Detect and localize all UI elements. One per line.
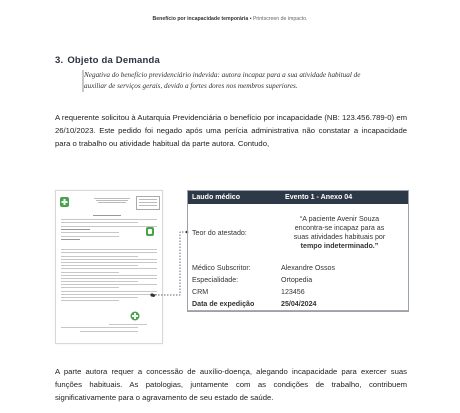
laudo-row-teor <box>188 204 408 262</box>
teor-quote-line-1: “A paciente Avenir Souza <box>299 215 380 223</box>
clinic-logo-icon <box>60 196 84 208</box>
medico-label: Médico Subscritor: <box>192 264 251 272</box>
laudo-header-right: Evento 1 - Anexo 04 <box>285 193 353 201</box>
quote-line-1: Negativa do benefício previdenciário indevida: autora incapaz para a sua atividade habitual de <box>84 71 361 79</box>
page-header <box>0 16 460 22</box>
teor-label: Teor do atestado: <box>192 229 247 237</box>
document-body-lines-1 <box>61 227 157 240</box>
teor-quote <box>281 215 408 251</box>
data-value: 25/04/2024 <box>281 300 317 308</box>
document-thumbnail[interactable] <box>55 190 163 344</box>
header-separator: • <box>248 16 253 22</box>
laudo-row-especialidade <box>188 274 408 286</box>
document-body-lines-2 <box>61 247 157 301</box>
section-title-text: Objeto da Demanda <box>67 55 160 66</box>
clinic-seal-icon <box>130 311 140 321</box>
section-number: 3. <box>55 55 64 66</box>
document-header-lines <box>61 217 157 227</box>
teor-quote-line-3: suas atividades habituais por <box>293 233 386 241</box>
paragraph-intro: A requerente solicitou à Autarquia Previdenciária o benefício por incapacidade (NB: 123.456.789-0) em 26/10/2023. Este pedido foi negado após uma perícia administrativa não constatar a incapacidade para o trabalho ou atividade habitual da parte autora. Contudo, <box>55 113 407 148</box>
paragraph-request: A parte autora requer a concessão de auxílio-doença, alegando incapacidade para exercer suas funções habituais. As patologias, juntamente com as condições de trabalho, contribuem significativamente para o agravamento de seu estado de saúde. <box>55 367 407 402</box>
document-title-line <box>61 213 157 216</box>
teor-quote-end: ” <box>374 242 379 250</box>
laudo-header-left: Laudo médico <box>192 193 241 201</box>
crm-value: 123456 <box>281 288 305 296</box>
document-info-box <box>136 196 160 210</box>
document-footer-lines <box>61 322 157 332</box>
laudo-table-header <box>188 191 408 204</box>
section-title <box>55 55 160 66</box>
teor-quote-line-2: encontra-se incapaz para as <box>294 224 385 232</box>
header-title: Benefício por incapacidade temporária <box>152 16 249 22</box>
laudo-row-data <box>188 298 408 311</box>
quote-line-2: auxiliar de serviços gerais, devido a fortes dores nos membros superiores. <box>84 82 298 90</box>
header-subtitle: Printscreen de impacto. <box>252 16 308 22</box>
medico-value: Alexandre Ossos <box>281 264 336 272</box>
data-label: Data de expedição <box>192 300 255 308</box>
laudo-row-medico <box>188 262 408 274</box>
document-address-block <box>92 197 132 204</box>
especialidade-label: Especialidade: <box>192 276 239 284</box>
laudo-row-crm <box>188 286 408 298</box>
especialidade-value: Ortopedia <box>281 276 313 284</box>
crm-label: CRM <box>192 288 209 296</box>
section-quote <box>82 70 409 92</box>
document-anchor-dot <box>152 294 155 297</box>
document-letterhead <box>60 196 158 210</box>
laudo-table <box>187 190 409 312</box>
document-badge-icon <box>146 227 154 236</box>
teor-quote-bold: tempo indeterminado. <box>300 242 375 250</box>
